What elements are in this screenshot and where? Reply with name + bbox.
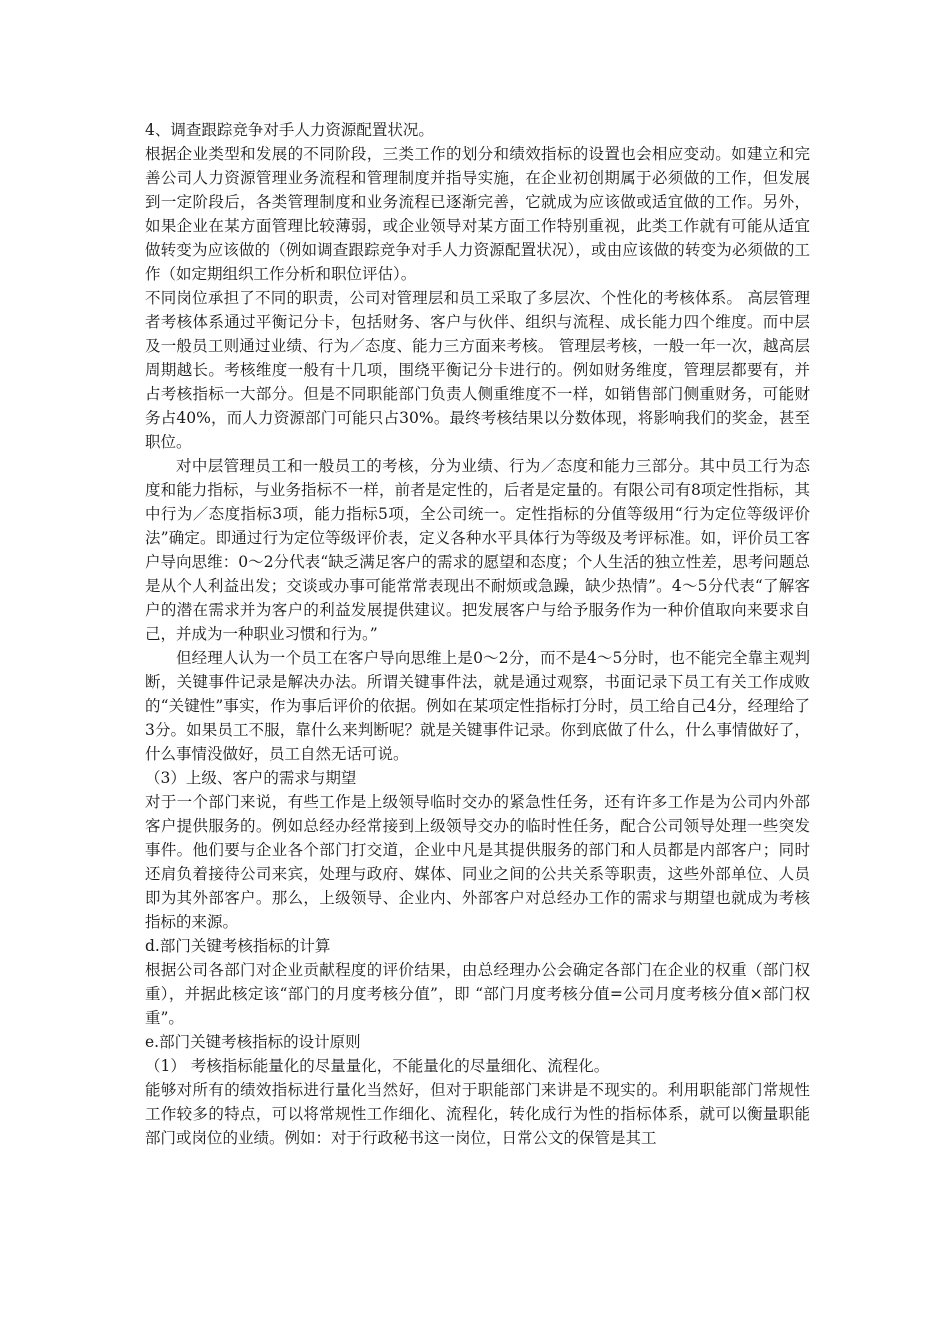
paragraph-quantify-detail: 能够对所有的绩效指标进行量化当然好，但对于职能部门来讲是不现实的。利用职能部门常规性工作较多的特点，可以将常规性工作细化、流程化，转化成行为性的指标体系，就可以衡量职能部门或岗位的业绩。例如：对于行政秘书这一岗位，日常公文的保管是其工 bbox=[145, 1081, 810, 1147]
paragraph-competitor-survey: 4、调查跟踪竞争对手人力资源配置状况。 bbox=[145, 121, 434, 139]
heading-design-principles: e.部门关键考核指标的设计原则 bbox=[145, 1033, 361, 1051]
heading-indicator-calculation: d.部门关键考核指标的计算 bbox=[145, 937, 331, 955]
paragraph-department-weight: 根据公司各部门对企业贡献程度的评价结果，由总经理办公会确定各部门在企业的权重（部门权重），并据此核定该“部门的月度考核分值”，即 “部门月度考核分值=公司月度考核分值×部门权重”。 bbox=[145, 961, 810, 1027]
document-page bbox=[145, 118, 810, 1150]
heading-superior-customer-needs: （3）上级、客户的需求与期望 bbox=[145, 769, 357, 787]
paragraph-enterprise-stage: 根据企业类型和发展的不同阶段，三类工作的划分和绩效指标的设置也会相应变动。如建立和完善公司人力资源管理业务流程和管理制度并指导实施，在企业初创期属于必须做的工作，但发展到一定阶段后，各类管理制度和业务流程已逐渐完善，它就成为应该做或适宜做的工作。另外，如果企业在某方面管理比较薄弱，或企业领导对某方面工作特别重视，此类工作就有可能从适宜做转变为应该做的（例如调查跟踪竞争对手人力资源配置状况），或由应该做的转变为必须做的工作（如定期组织工作分析和职位评估）。 bbox=[145, 145, 810, 283]
paragraph-staff-appraisal: 对中层管理员工和一般员工的考核，分为业绩、行为／态度和能力三部分。其中员工行为态度和能力指标，与业务指标不一样，前者是定性的，后者是定量的。有限公司有8项定性指标，其中行为／态度指标3项，能力指标5项，全公司统一。定性指标的分值等级用“行为定位等级评价法”确定。即通过行为定位等级评价表，定义各种水平具体行为等级及考评标准。如，评价员工客户导向思维：0～2分代表“缺乏满足客户的需求的愿望和态度；个人生活的独立性差，思考问题总是从个人利益出发；交谈或办事可能常常表现出不耐烦或急躁，缺少热情”。4～5分代表“了解客户的潜在需求并为客户的利益发展提供建议。把发展客户与给予服务作为一种价值取向来要求自己，并成为一种职业习惯和行为。” bbox=[145, 457, 810, 643]
paragraph-critical-incident: 但经理人认为一个员工在客户导向思维上是0～2分，而不是4～5分时，也不能完全靠主观判断，关键事件记录是解决办法。所谓关键事件法，就是通过观察，书面记录下员工有关工作成败的“关键性”事实，作为事后评价的依据。例如在某项定性指标打分时，员工给自己4分，经理给了3分。如果员工不服，靠什么来判断呢？就是关键事件记录。你到底做了什么，什么事情做好了，什么事情没做好，员工自然无话可说。 bbox=[145, 649, 810, 763]
paragraph-department-clients: 对于一个部门来说，有些工作是上级领导临时交办的紧急性任务，还有许多工作是为公司内外部客户提供服务的。例如总经办经常接到上级领导交办的临时性任务，配合公司领导处理一些突发事件。他们要与企业各个部门打交道，企业中凡是其提供服务的部门和人员都是内部客户；同时还肩负着接待公司来宾，处理与政府、媒体、同业之间的公共关系等职责，这些外部单位、人员即为其外部客户。那么，上级领导、企业内、外部客户对总经办工作的需求与期望也就成为考核指标的来源。 bbox=[145, 793, 810, 931]
heading-principle-quantify: （1） 考核指标能量化的尽量量化，不能量化的尽量细化、流程化。 bbox=[145, 1057, 610, 1075]
paragraph-management-appraisal: 不同岗位承担了不同的职责，公司对管理层和员工采取了多层次、个性化的考核体系。 高层管理者考核体系通过平衡记分卡，包括财务、客户与伙伴、组织与流程、成长能力四个维度。而中层及一般员工则通过业绩、行为／态度、能力三方面来考核。 管理层考核，一般一年一次，越高层周期越长。考核维度一般有十几项，围绕平衡记分卡进行的。例如财务维度，管理层都要有，并占考核指标一大部分。但是不同职能部门负责人侧重维度不一样，如销售部门侧重财务，可能财务占40%，而人力资源部门可能只占30%。最终考核结果以分数体现，将影响我们的奖金，甚至职位。 bbox=[145, 289, 810, 451]
